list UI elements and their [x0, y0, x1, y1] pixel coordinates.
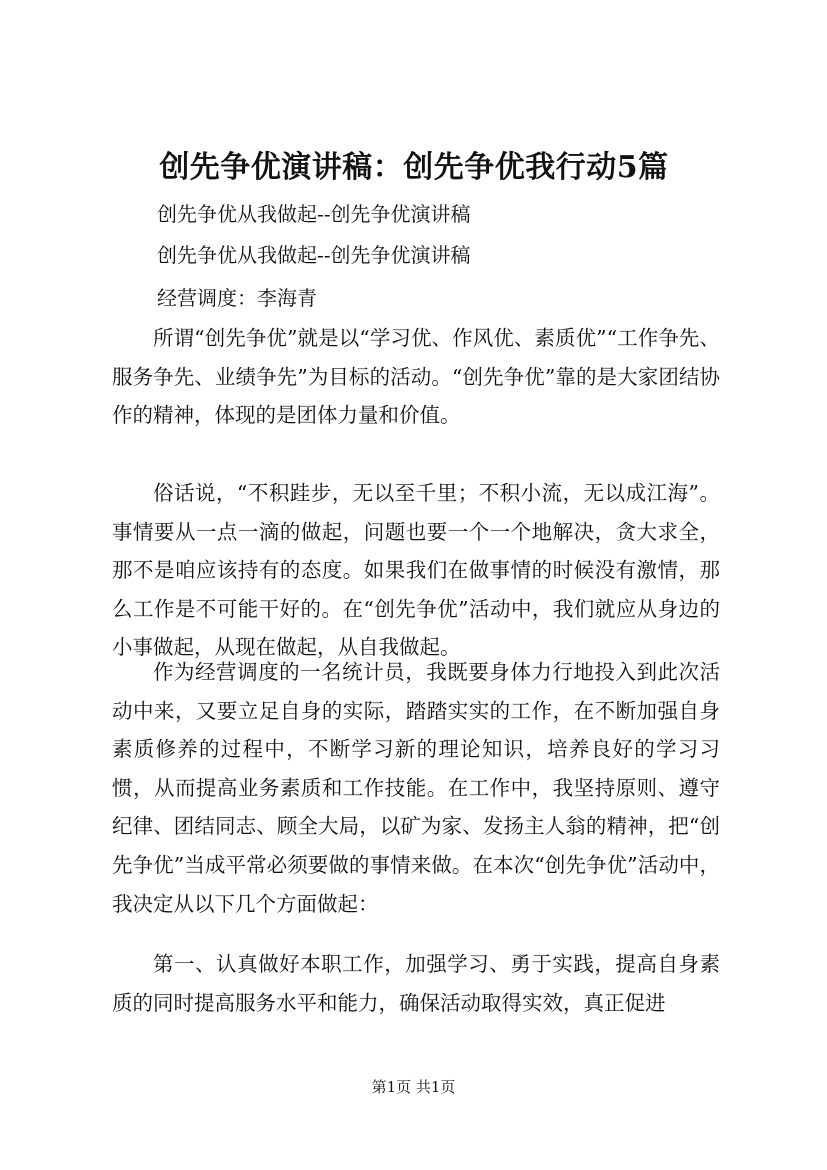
author-line: 经营调度：李海青 — [157, 286, 317, 310]
body-paragraph-1: 所谓“创先争优”就是以“学习优、作风优、素质优”“工作争先、服务争先、业绩争先”为目标的活动。“创先争优”靠的是大家团结协作的精神，体现的是团体力量和价值。 — [112, 326, 720, 428]
subtitle-line-1: 创先争优从我做起--创先争优演讲稿 — [157, 202, 471, 226]
body-paragraph-3: 作为经营调度的一名统计员，我既要身体力行地投入到此次活动中来，又要立足自身的实际，踏踏实实的工作，在不断加强自身素质修养的过程中，不断学习新的理论知识，培养良好的学习习惯，从而提高业务素质和工作技能。在工作中，我坚持原则、遵守纪律、团结同志、顾全大局，以矿为家、发扬主人翁的精神，把“创先争优”当成平常必须要做的事情来做。在本次“创先争优”活动中，我决定从以下几个方面做起： — [112, 660, 720, 916]
body-paragraph-2: 俗话说，“不积跬步，无以至千里；不积小流，无以成江海”。事情要从一点一滴的做起，问题也要一个一个地解决，贪大求全，那不是咱应该持有的态度。如果我们在做事情的时候没有激情，那么工作是不可能干好的。在“创先争优”活动中，我们就应从身边的小事做起，从现在做起，从自我做起。 — [112, 481, 720, 660]
document-title: 创先争优演讲稿：创先争优我行动5篇 — [159, 150, 669, 185]
subtitle-line-2: 创先争优从我做起--创先争优演讲稿 — [157, 243, 471, 267]
body-paragraph-4: 第一、认真做好本职工作，加强学习、勇于实践，提高自身素质的同时提高服务水平和能力，确保活动取得实效，真正促进 — [112, 952, 720, 1015]
page-footer: 第1页 共1页 — [371, 1078, 456, 1096]
